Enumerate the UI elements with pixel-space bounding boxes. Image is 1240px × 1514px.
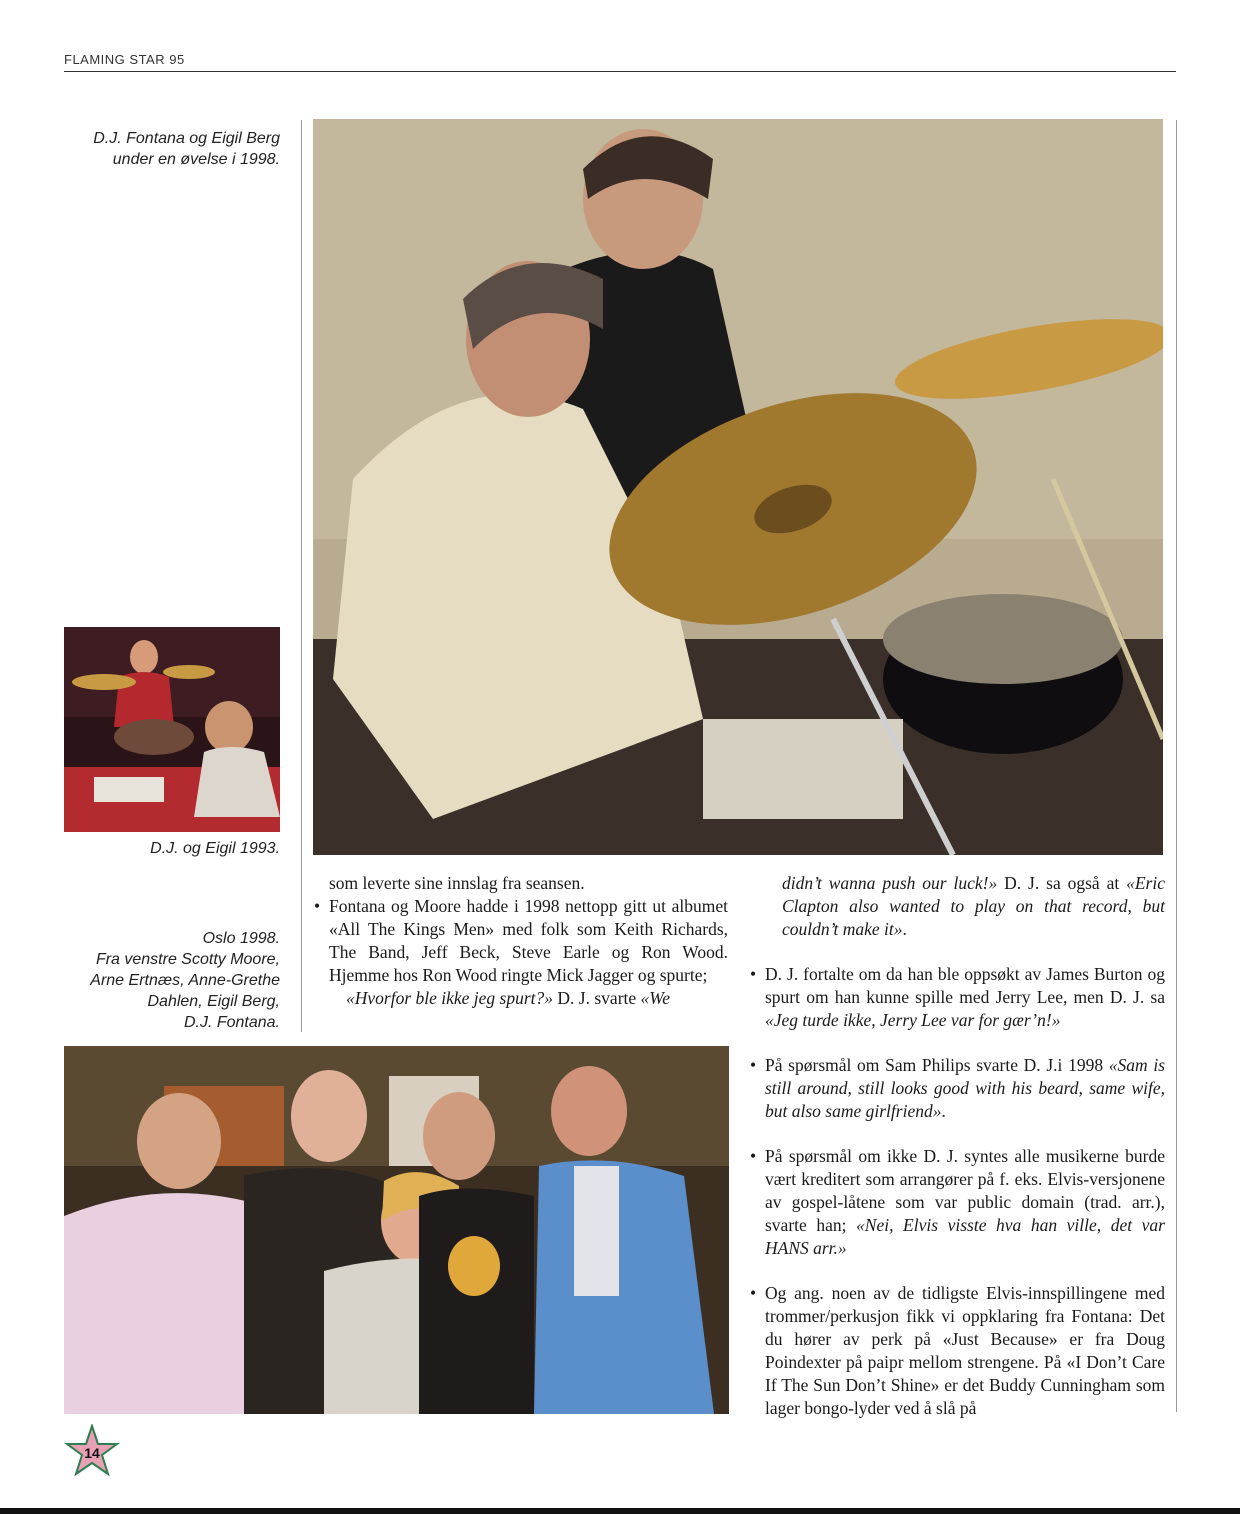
bullet-symbol: • [750,1146,757,1166]
column-divider-right [1176,120,1177,1412]
paragraph: som leverte sine innslag fra seansen. [329,873,585,893]
paragraph: didn’t wanna push our luck!» D. J. sa også at «Eric Clapton also wanted to play on that record, but couldn’t make it». [782,873,1165,939]
header-rule [64,71,1176,72]
photo-drum-rehearsal [313,119,1163,855]
bullet-item: • Og ang. noen av de tidligste Elvis-innspillingene med trommer/perkusjon fikk vi oppklaring fra Fontana: Det du hører av perk på «Just Because» er fra Doug Poindexter på paipr mellom strengene. På «I Don’t Care If The Sun Don’t Shine» er det Buddy Cunningham som lager bongo-lyder ved å slå på [750,1283,1165,1418]
photo-dj-eigil-1993 [64,627,280,832]
page-number-star-icon [64,1424,120,1478]
caption-group-photo: Oslo 1998. Fra venstre Scotty Moore, Arne Ertnæs, Anne-Grethe Dahlen, Eigil Berg, D.J. Fontana. [90,930,280,1031]
text-column-b [750,872,1165,1420]
caption-main-photo: D.J. Fontana og Eigil Berg under en øvelse i 1998. [93,130,280,168]
bullet-item: • På spørsmål om ikke D. J. syntes alle musikerne burde vært kreditert som arrangører på f. eks. Elvis-versjonene av gospel-låtene som var public domain (trad. arr.), svarte han; «Nei, Elvis visste hva han ville, det var HANS arr.» [750,1146,1165,1258]
bullet-symbol: • [750,1055,757,1075]
quote-line: «Hvorfor ble ikke jeg spurt?» D. J. svarte «We [346,988,671,1008]
bullet-item: • På spørsmål om Sam Philips svarte D. J.i 1998 «Sam is still around, still looks good with his beard, same wife, but also same girlfriend». [750,1055,1166,1121]
photo-group-oslo-1998 [64,1046,729,1414]
bullet-symbol: • [750,964,757,984]
bullet-item: • Fontana og Moore hadde i 1998 nettopp gitt ut albumet «All The Kings Men» med folk som Keith Richards, The Band, Jeff Beck, Steve Earle og Ron Wood. Hjemme hos Ron Wood ringte Mick Jagger og spurte; [314,896,728,985]
column-divider-left [301,120,302,1032]
text-column-a [314,872,728,1010]
bottom-rule [0,1508,1240,1514]
bullet-symbol: • [314,896,321,916]
bullet-item: • D. J. fortalte om da han ble oppsøkt av James Burton og spurt om han kunne spille med Jerry Lee, men D. J. sa «Jeg turde ikke, Jerry Lee var for gær’n!» [750,964,1165,1030]
bullet-symbol: • [750,1283,757,1303]
running-header: FLAMING STAR 95 [64,52,185,67]
caption-small-photo: D.J. og Eigil 1993. [150,840,280,857]
page-number: 14 [84,1445,100,1461]
